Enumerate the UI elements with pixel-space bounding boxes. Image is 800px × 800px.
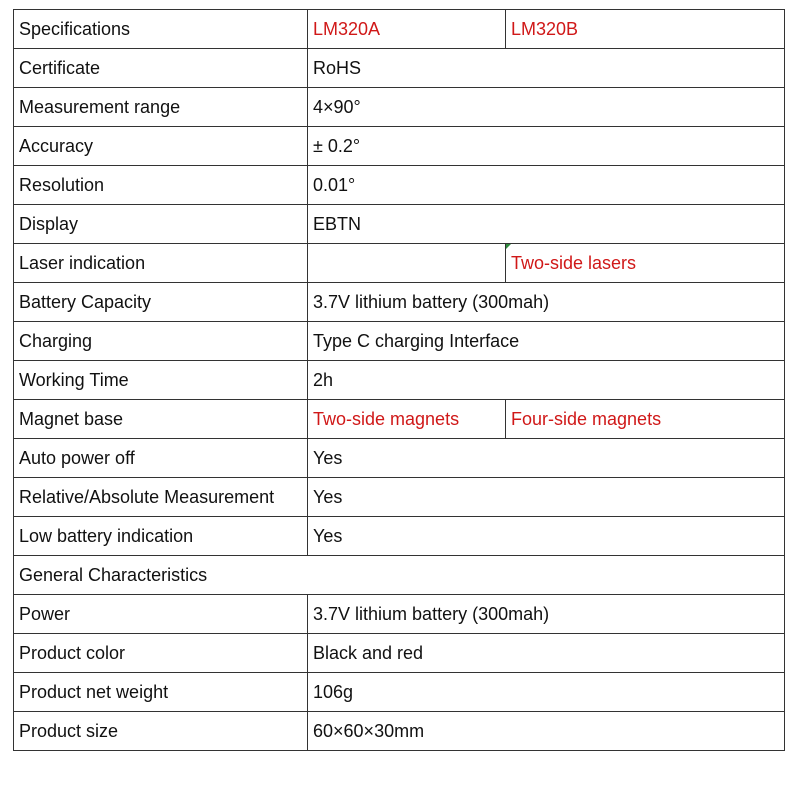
row-label: Low battery indication bbox=[14, 517, 308, 556]
section-title: General Characteristics bbox=[14, 556, 785, 595]
table-row bbox=[14, 400, 785, 439]
row-label: Relative/Absolute Measurement bbox=[14, 478, 308, 517]
table-row bbox=[14, 127, 785, 166]
row-label: Resolution bbox=[14, 166, 308, 205]
row-label: Product net weight bbox=[14, 673, 308, 712]
laser-value-text: Two-side lasers bbox=[511, 252, 637, 273]
row-value: EBTN bbox=[308, 205, 785, 244]
table-row bbox=[14, 634, 785, 673]
row-value: RoHS bbox=[308, 49, 785, 88]
row-label: Working Time bbox=[14, 361, 308, 400]
row-label: Display bbox=[14, 205, 308, 244]
corner-mark-icon bbox=[506, 244, 511, 249]
row-label: Accuracy bbox=[14, 127, 308, 166]
row-value: 4×90° bbox=[308, 88, 785, 127]
row-value: 60×60×30mm bbox=[308, 712, 785, 751]
row-value: 3.7V lithium battery (300mah) bbox=[308, 595, 785, 634]
section-header-row bbox=[14, 556, 785, 595]
header-label: Specifications bbox=[14, 10, 308, 49]
row-value: Black and red bbox=[308, 634, 785, 673]
row-value: ± 0.2° bbox=[308, 127, 785, 166]
row-label: Measurement range bbox=[14, 88, 308, 127]
model-a-header: LM320A bbox=[308, 10, 506, 49]
table-row bbox=[14, 673, 785, 712]
specifications-table bbox=[13, 9, 785, 751]
table-row bbox=[14, 205, 785, 244]
row-label: Auto power off bbox=[14, 439, 308, 478]
table-row bbox=[14, 322, 785, 361]
row-value: 106g bbox=[308, 673, 785, 712]
model-b-header: LM320B bbox=[506, 10, 785, 49]
row-value-model-a bbox=[308, 244, 506, 283]
table-row bbox=[14, 49, 785, 88]
row-value: Yes bbox=[308, 517, 785, 556]
row-value-model-b bbox=[506, 244, 785, 283]
row-label: Charging bbox=[14, 322, 308, 361]
row-value: Type C charging Interface bbox=[308, 322, 785, 361]
table-row bbox=[14, 517, 785, 556]
table-row bbox=[14, 361, 785, 400]
row-value: Yes bbox=[308, 478, 785, 517]
row-label: Magnet base bbox=[14, 400, 308, 439]
row-label: Product size bbox=[14, 712, 308, 751]
table-row bbox=[14, 244, 785, 283]
row-label: Laser indication bbox=[14, 244, 308, 283]
row-value-model-b: Four-side magnets bbox=[506, 400, 785, 439]
table-row bbox=[14, 88, 785, 127]
row-value-model-a: Two-side magnets bbox=[308, 400, 506, 439]
row-label: Battery Capacity bbox=[14, 283, 308, 322]
row-label: Power bbox=[14, 595, 308, 634]
table-row bbox=[14, 478, 785, 517]
row-value: Yes bbox=[308, 439, 785, 478]
table-row bbox=[14, 712, 785, 751]
table-row bbox=[14, 166, 785, 205]
table-row-header bbox=[14, 10, 785, 49]
row-value: 2h bbox=[308, 361, 785, 400]
table-row bbox=[14, 439, 785, 478]
row-label: Certificate bbox=[14, 49, 308, 88]
row-value: 3.7V lithium battery (300mah) bbox=[308, 283, 785, 322]
table-row bbox=[14, 595, 785, 634]
row-label: Product color bbox=[14, 634, 308, 673]
row-value: 0.01° bbox=[308, 166, 785, 205]
table-row bbox=[14, 283, 785, 322]
